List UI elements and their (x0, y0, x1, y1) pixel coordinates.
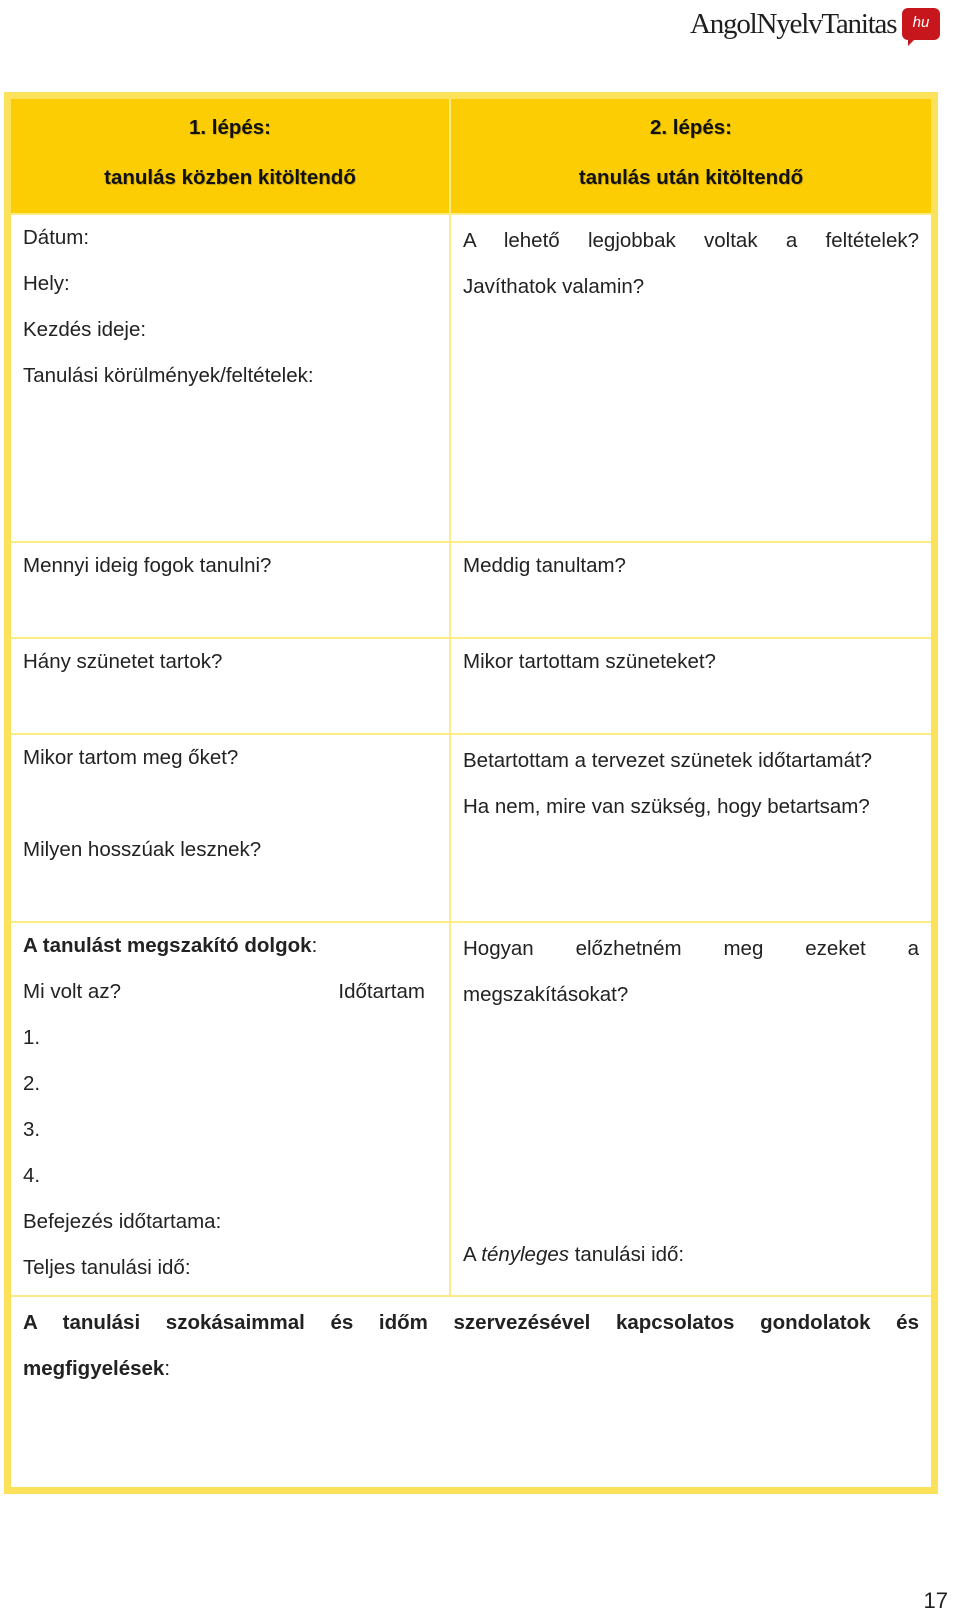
step2-header (450, 96, 935, 215)
duration-left-cell[interactable] (8, 542, 451, 638)
reflection-heading-end (23, 1346, 919, 1392)
step2-title: tanulás után kitöltendő (578, 166, 804, 189)
conditions-label: Tanulási körülmények/feltételek: (23, 364, 314, 387)
break-timing-left-cell[interactable] (8, 734, 451, 922)
start-time-label: Kezdés ideje: (23, 318, 147, 341)
actual-duration-question: Meddig tanultam? (463, 554, 626, 577)
interruptions-heading-colon: : (311, 934, 318, 957)
duration-column-label: Időtartam (338, 980, 425, 1003)
interruptions-row (8, 922, 935, 1296)
interruption-item-4: 4. (23, 1164, 41, 1187)
actual-study-time-label (463, 1232, 919, 1278)
interruption-item-1: 1. (23, 1026, 41, 1049)
breaks-right-cell[interactable] (450, 638, 935, 734)
prevent-interruptions-question: Hogyan előzhetném meg ezeket a (463, 937, 919, 960)
conditions-left-cell[interactable] (8, 214, 451, 542)
break-times-question: Mikor tartottam szüneteket? (463, 650, 716, 673)
break-when-question: Mikor tartom meg őket? (23, 746, 239, 769)
break-count-question: Hány szünetet tartok? (23, 650, 223, 673)
actual-time-suffix: tanulási idő: (569, 1243, 685, 1266)
break-length-question: Milyen hosszúak lesznek? (23, 838, 262, 861)
brand-logo (690, 2, 940, 46)
interruptions-left-cell[interactable] (8, 922, 451, 1296)
reflection-row (8, 1296, 935, 1491)
interruptions-heading-text: A tanulást megszakító dolgok (23, 934, 312, 957)
breaks-row (8, 638, 935, 734)
interruptions-column-headers (23, 969, 437, 1015)
reflection-cell[interactable] (8, 1296, 935, 1491)
page-number: 17 (923, 1588, 948, 1613)
what-was-it-label: Mi volt az? (23, 980, 121, 1003)
duration-right-cell[interactable] (450, 542, 935, 638)
interruptions-heading (23, 923, 437, 969)
total-time-label: Teljes tanulási idő: (23, 1256, 191, 1279)
reflection-heading: A tanulási szokásaimmal és időm szervezésével kapcsolatos gondolatok és (23, 1311, 919, 1334)
break-kept-question: Betartottam a tervezet szünetek időtartamát? (463, 749, 873, 772)
break-timing-right-cell[interactable] (450, 734, 935, 922)
reflection-heading-tail: megfigyelések (23, 1357, 165, 1380)
break-timing-row (8, 734, 935, 922)
study-log-table (4, 92, 938, 1494)
break-fix-question: Ha nem, mire van szükség, hogy betartsam? (463, 795, 870, 818)
interruptions-right-cell[interactable] (450, 922, 935, 1296)
end-duration-label: Befejezés időtartama: (23, 1210, 222, 1233)
conditions-right-cell[interactable] (450, 214, 935, 542)
reflection-colon: : (164, 1357, 171, 1380)
step2-label: 2. lépés: (649, 116, 733, 139)
best-conditions-question: A lehető legjobbak voltak a feltételek? (463, 229, 919, 252)
step1-label: 1. lépés: (188, 116, 272, 139)
planned-duration-question: Mennyi ideig fogok tanulni? (23, 554, 272, 577)
logo-hu-badge: hu (902, 8, 940, 40)
actual-time-prefix: A (463, 1243, 482, 1266)
interruption-item-2: 2. (23, 1072, 41, 1095)
date-label: Dátum: (23, 226, 90, 249)
step1-header (8, 96, 451, 215)
prevent-interruptions-question-end: megszakításokat? (463, 983, 629, 1006)
interruption-item-3: 3. (23, 1118, 41, 1141)
place-label: Hely: (23, 272, 70, 295)
header-row (8, 96, 935, 215)
logo-wordmark: AngolNyelvTanitas (690, 8, 897, 40)
conditions-row (8, 214, 935, 542)
duration-row (8, 542, 935, 638)
breaks-left-cell[interactable] (8, 638, 451, 734)
actual-time-emphasis: tényleges (481, 1243, 570, 1266)
step1-title: tanulás közben kitöltendő (104, 166, 356, 189)
improve-question: Javíthatok valamin? (463, 275, 645, 298)
